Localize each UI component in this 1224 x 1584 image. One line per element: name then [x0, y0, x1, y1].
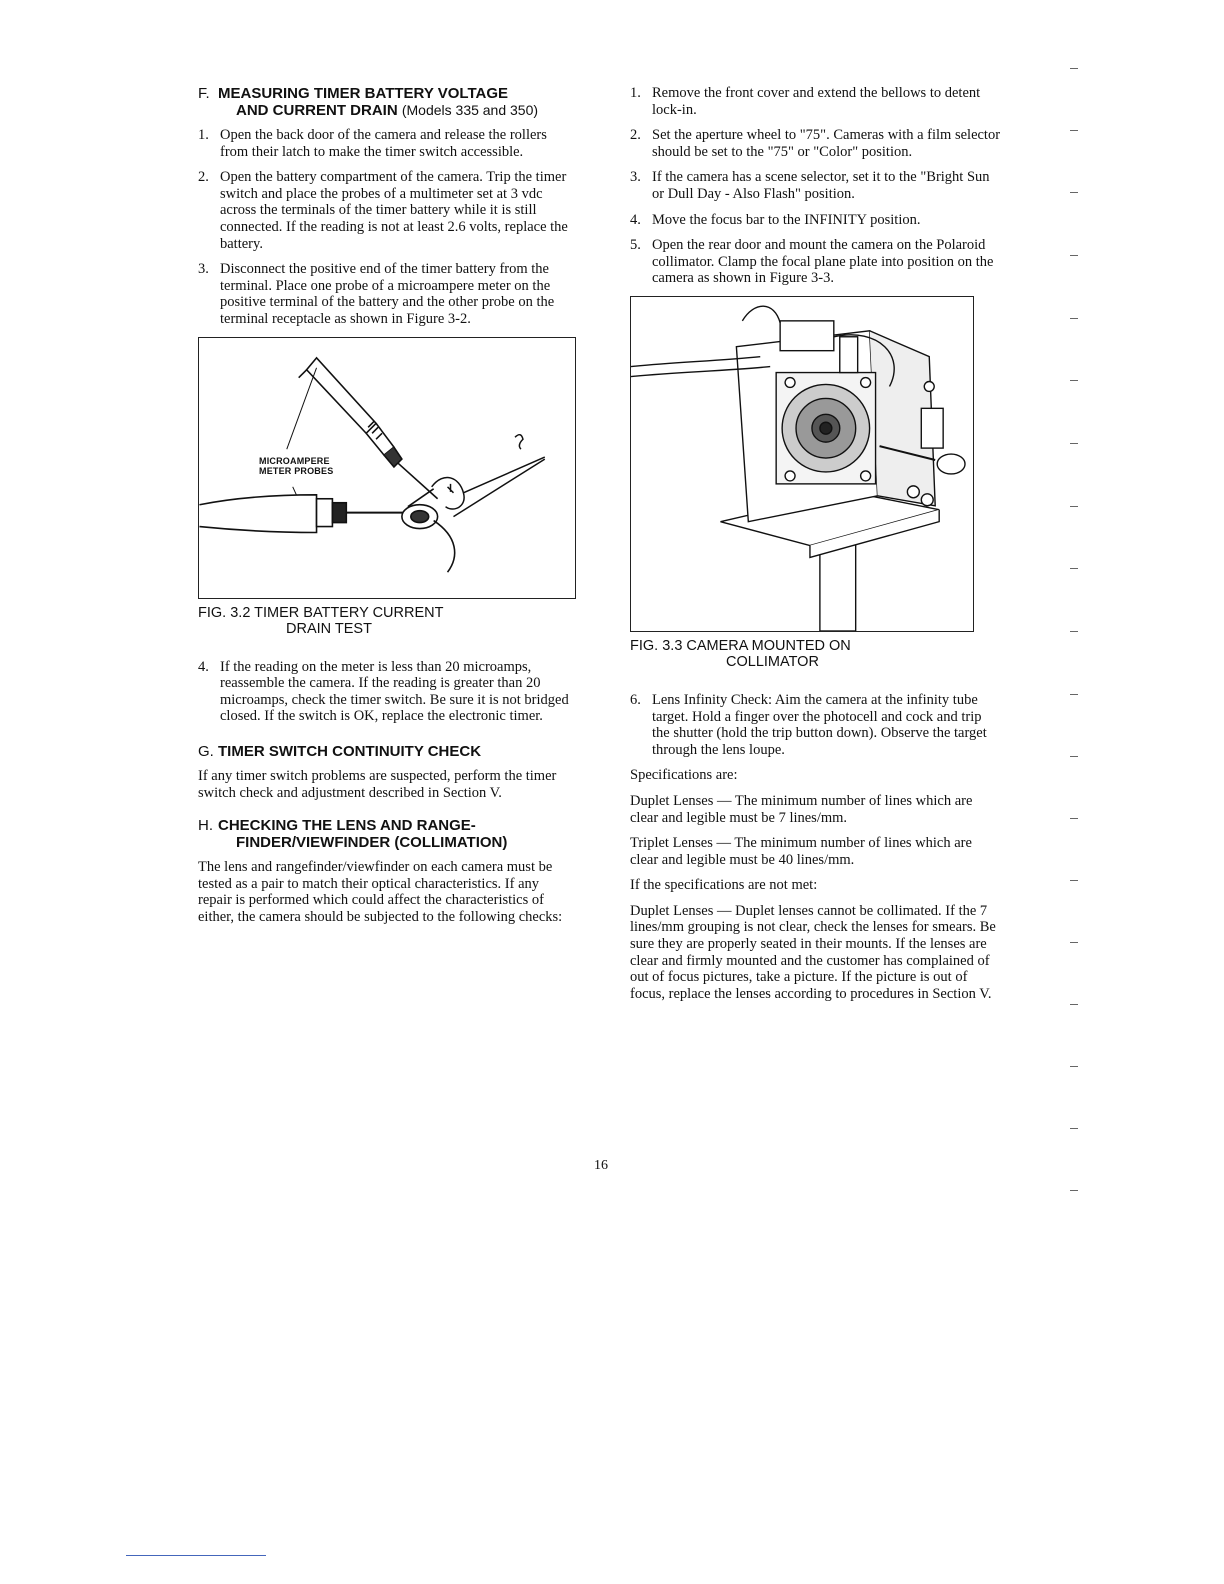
not-met-heading: If the specifications are not met: [630, 877, 818, 894]
right-column [630, 85, 1002, 1011]
margin-mark [1070, 506, 1078, 507]
margin-mark [1070, 255, 1078, 256]
margin-mark [1070, 1128, 1078, 1129]
collimator-illustration [631, 297, 973, 631]
margin-mark [1070, 192, 1078, 193]
margin-mark [1070, 1190, 1078, 1191]
figure-3-3 [630, 296, 974, 632]
figure-3-2 [198, 337, 576, 599]
margin-mark [1070, 880, 1078, 881]
margin-mark [1070, 631, 1078, 632]
left-column [198, 85, 576, 934]
specs-heading: Specifications are: [630, 767, 738, 784]
section-h-text: The lens and rangefinder/viewfinder on each camera must be tested as a pair to match their optical characteristics. If any repair is performed which could affect the characteristics of either, the camera should be subjected to the following checks: [198, 859, 563, 925]
right-step-2: 2. Set the aperture wheel to "75". Cameras with a film selector should be set to the "75" or "Color" position. [630, 127, 1001, 160]
margin-mark [1070, 756, 1078, 757]
section-f-title-line2: AND CURRENT DRAIN [236, 102, 398, 119]
section-h-heading: H. CHECKING THE LENS AND RANGE- FINDER/VIEWFINDER (COLLIMATION) [198, 817, 508, 852]
footer-rule [126, 1555, 266, 1556]
probe-illustration [199, 338, 575, 598]
section-f-heading [198, 85, 576, 119]
section-f-letter: F. [198, 85, 210, 102]
section-f-step-4: 4. If the reading on the meter is less than 20 microamps, reassemble the camera. If the reading is greater than 20 microamps, check the timer switch. Be sure it is not bridged closed. If the switch is OK, replace the electronic timer. [198, 658, 569, 725]
figure-3-2-label-line1: MICROAMPERE [259, 455, 330, 466]
spec-duplet: Duplet Lenses — The minimum number of lines which are clear and legible must be 7 lines/mm. [630, 792, 973, 826]
margin-mark [1070, 380, 1078, 381]
section-f-step-2: 2. Open the battery compartment of the camera. Trip the timer switch and place the probes of a multimeter set at 3 vdc across the terminals of the timer battery while it is still connected. If the reading is not at least 2.6 volts, replace the battery. [198, 169, 568, 252]
margin-mark [1070, 1066, 1078, 1067]
figure-3-2-label-line2: METER PROBES [259, 465, 334, 476]
section-g-heading: G. TIMER SWITCH CONTINUITY CHECK [198, 742, 482, 760]
figure-3-3-caption: FIG. 3.3 CAMERA MOUNTED ON COLLIMATOR [630, 637, 851, 670]
margin-mark [1070, 568, 1078, 569]
figure-3-2-caption: FIG. 3.2 TIMER BATTERY CURRENT DRAIN TEST [198, 604, 444, 637]
section-f-step-3: 3. Disconnect the positive end of the timer battery from the terminal. Place one probe of a microampere meter on the positive terminal of the battery and the other probe on the terminal receptacle as shown in Figure 3-2. [198, 261, 555, 327]
right-step-3: 3. If the camera has a scene selector, set it to the "Bright Sun or Dull Day - Also Flash" position. [630, 169, 990, 202]
spec-triplet: Triplet Lenses — The minimum number of lines which are clear and legible must be 40 lines/mm. [630, 835, 972, 868]
section-g-text: If any timer switch problems are suspected, perform the timer switch check and adjustment described in Section V. [198, 767, 557, 801]
right-step-6: 6. Lens Infinity Check: Aim the camera at the infinity tube target. Hold a finger over the photocell and cock and trip the shutter (hold the trip button down). Observe the target through the lens loupe. [630, 691, 987, 758]
page-number: 16 [594, 1158, 608, 1173]
margin-mark [1070, 694, 1078, 695]
margin-mark [1070, 1004, 1078, 1005]
not-met-text: Duplet Lenses — Duplet lenses cannot be collimated. If the 7 lines/mm grouping is not clear, check the lenses for smears. Be sure they are properly seated in their mounts. If the lenses are clear and firmly mounted and the customer has complained of out of focus pictures, take a picture. If the picture is out of focus, replace the lenses according to procedures in Section V. [630, 902, 996, 1002]
right-step-1: 1. Remove the front cover and extend the bellows to detent lock-in. [630, 85, 981, 118]
right-step-4: 4. Move the focus bar to the INFINITY position. [630, 211, 921, 228]
right-step-5: 5. Open the rear door and mount the camera on the Polaroid collimator. Clamp the focal plane plate into position on the camera as shown in Figure 3-3. [630, 237, 994, 287]
margin-mark [1070, 130, 1078, 131]
margin-mark [1070, 942, 1078, 943]
margin-mark [1070, 443, 1078, 444]
margin-mark [1070, 318, 1078, 319]
section-f-step-1: 1. Open the back door of the camera and release the rollers from their latch to make the timer switch accessible. [198, 127, 547, 160]
margin-mark [1070, 818, 1078, 819]
section-f-title-line1: MEASURING TIMER BATTERY VOLTAGE [218, 85, 509, 102]
margin-mark [1070, 68, 1078, 69]
section-f-models: (Models 335 and 350) [401, 102, 539, 118]
